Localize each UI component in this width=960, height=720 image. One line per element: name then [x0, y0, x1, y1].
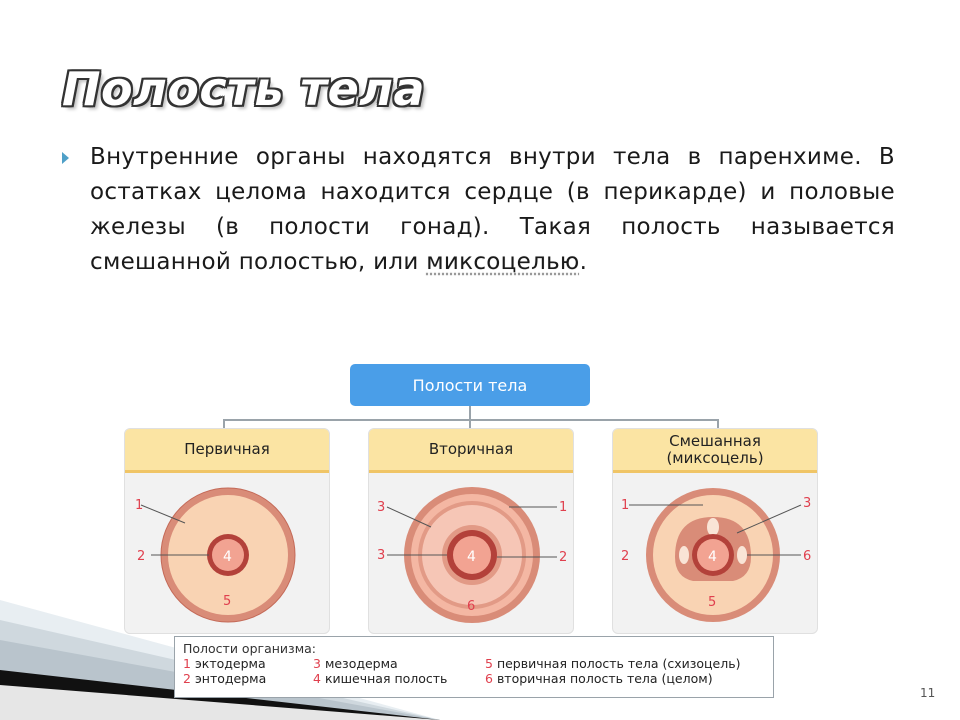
body-cavity-diagram: [120, 364, 830, 704]
panel-mixed-title: [613, 429, 817, 473]
legend-item: 5 первичная полость тела (схизоцель): [485, 656, 741, 671]
panel-mixed-title-line1: Смешанная: [669, 431, 761, 450]
primary-label-4: 4: [223, 549, 232, 565]
panel-mixed: [612, 428, 818, 634]
legend-item: 2 энтодерма: [183, 671, 267, 686]
legend-item: 1 эктодерма: [183, 656, 266, 671]
secondary-label-3a: 3: [377, 500, 386, 515]
mixed-label-1: 1: [621, 498, 630, 513]
bullet-arrow-icon: [62, 152, 69, 164]
secondary-label-4: 4: [467, 549, 476, 565]
primary-label-1: 1: [135, 498, 144, 513]
page-number: 11: [920, 686, 936, 700]
bullet-text: [90, 140, 895, 280]
root-box: Полости тела: [350, 364, 590, 406]
mixed-label-4: 4: [708, 549, 717, 565]
panel-secondary-title: Вторичная: [369, 429, 573, 473]
bullet-main-text: Внутренние органы находятся внутри тела в паренхиме. В остатках целома находится сердце (в перикарде) и половые железы (в полости гонад). Такая полость называется смешанной полостью, или: [90, 144, 895, 275]
bullet-end: .: [579, 249, 588, 275]
legend-item: 4 кишечная полость: [313, 671, 448, 686]
legend-grid: [183, 656, 765, 686]
slide-title: Полость тела: [62, 62, 426, 116]
primary-label-2: 2: [137, 549, 146, 564]
primary-cavity-illustration: [125, 473, 330, 634]
legend-item: 3 мезодерма: [313, 656, 398, 671]
term-mixocoel: миксоцелью: [426, 249, 580, 275]
secondary-label-3b: 3: [377, 548, 386, 563]
mixed-label-3: 3: [803, 496, 812, 511]
panel-mixed-title-line2: (миксоцель): [666, 448, 764, 467]
secondary-label-2: 2: [559, 550, 568, 565]
secondary-cavity-illustration: [369, 473, 574, 634]
mixed-cavity-illustration: [613, 473, 818, 634]
mixed-label-6: 6: [803, 549, 812, 564]
panel-primary: [124, 428, 330, 634]
secondary-label-1: 1: [559, 500, 568, 515]
mixed-label-2: 2: [621, 549, 630, 564]
mixed-label-5: 5: [708, 595, 717, 610]
secondary-label-6: 6: [467, 599, 476, 614]
panel-secondary: [368, 428, 574, 634]
panel-primary-title: Первичная: [125, 429, 329, 473]
connector-root: [469, 406, 471, 420]
legend-title: Полости организма:: [183, 641, 316, 656]
legend-box: [174, 636, 774, 698]
primary-label-5: 5: [223, 594, 232, 609]
legend-item: 6 вторичная полость тела (целом): [485, 671, 713, 686]
